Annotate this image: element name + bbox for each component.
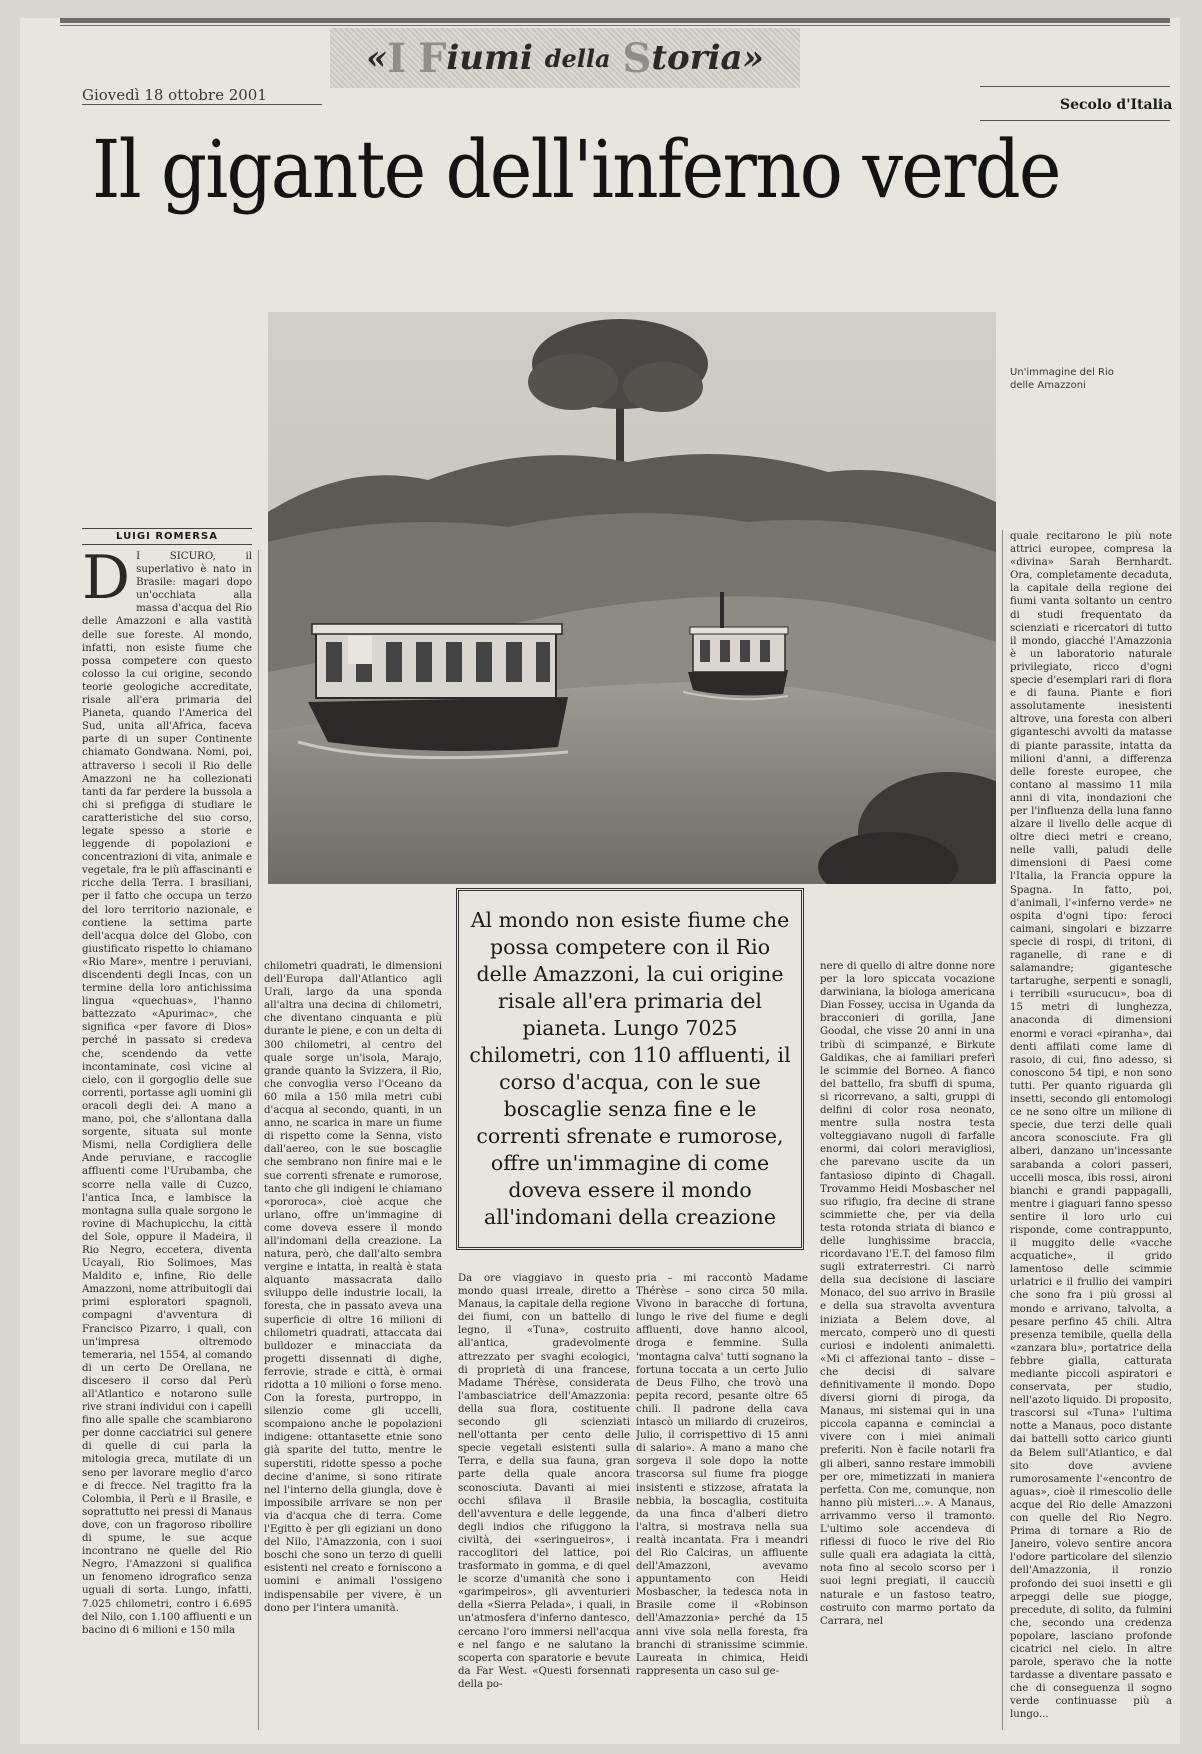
series-word-fiumi: iumi <box>446 38 533 78</box>
photo-caption: Un'immagine del Rio delle Amazzoni <box>1010 367 1114 391</box>
article-column-4 <box>636 1272 808 1730</box>
series-letter-s: S <box>622 34 652 82</box>
river-boats-image <box>268 312 996 884</box>
article-column-3 <box>458 1272 630 1730</box>
paper-name-rule-bottom <box>980 120 1170 121</box>
column-rule-1 <box>258 550 259 1730</box>
column-2-text: chilometri quadrati, le dimensioni dell'Europa dall'Atlantico agli Urali, largo da una sponda all'altra una decina di chilometri, che diventano cinquanta e più durante le piene, e con un delta di 300 chilometri, al centro del quale sorge un'isola, Marajo, grande quanto la Svizzera, il Rio, che convoglia verso l'Oceano da 60 mila a 150 mila metri cubi d'acqua al secondo, quanti, in un anno, ne scarica in mare un fiume di rispetto come la Senna, visto dall'aereo, con le sue boscaglie che sembrano non finire mai e le sue correnti sfrenate e rumorose, tanto che gli indigeni le chiamano «pororoca», cioè acque che urlano, offre un'immagine di come doveva essere il mondo all'indomani della creazione. La natura, però, che dall'alto sembra vergine e intatta, in realtà è stata alquanto massacrata dallo sviluppo delle industrie locali, la foresta, che in passato aveva una superficie di oltre 16 milioni di chilometri quadrati, attaccata dai bulldozer e minacciata da progetti dissennati di dighe, ferrovie, strade e città, è ormai ridotta a 10 milioni o forse meno. Con la foresta, purtroppo, in silenzio come gli uccelli, scompaiono anche le popolazioni indigene: ottantasette etnie sono già sparite del tutto, mentre le superstiti, ridotte spesso a poche decine d'anime, si sono ritirate nel l'interno della giungla, dove è impossibile arrivare se non per via d'acqua che di terra. Come l'Egitto è per gli egiziani un dono del Nilo, l'Amazzonia, con i suoi boschi che sono un terzo di quelli esistenti nel creato e forniscono a uomini e animali l'ossigeno indispensabile per vivere, è un dono per l'intera umanità. <box>264 961 442 1614</box>
series-word-toria: toria <box>651 38 743 78</box>
top-rule-thin <box>60 25 1170 26</box>
column-3-text: Da ore viaggiavo in questo mondo quasi irreale, diretto a Manaus, la capitale della regione dei fiumi, con un battello di legno, il «Tuna», costruito all'antica, gradevolmente attrezzato per svaghi ecologici, di proprietà di una francese, Madame Thérèse, considerata l'ambasciatrice dell'Amazzonia: della sua flora, costituente secondo gli scienziati nell'ottanta per cento delle specie vegetali esistenti sulla Terra, e della sua fauna, gran parte della quale ancora sconosciuta. Davanti ai miei occhi sfilava il Brasile dell'avventura e delle leggende, degli indios che rifuggono la civiltà, dei «seringueiros», i raccoglitori del lattice, poi trasformato in gomma, e di quel le scorze d'umanità che sono i «garimpeiros», gli avventurieri della «Sierra Pelada», i quali, in un'atmosfera d'inferno dantesco, cercano l'oro immersi nell'acqua e nel fango e ne salutano la scoperta con sparatorie e bevute da Far West. «Questi forsennati della po- <box>458 1273 630 1690</box>
paper-name-rule-top <box>980 86 1170 87</box>
series-open-quote: « <box>366 38 388 78</box>
top-rule <box>60 18 1170 23</box>
article-column-2 <box>264 960 442 1730</box>
column-4-text: pria – mi raccontò Madame Thérèse – sono circa 50 mila. Vivono in baracche di fortuna, lungo le rive del fiume e degli affluenti, dove hanno alcool, droga e femmine. Sulla 'montagna calva' tutti sognano la fortuna toccata a un certo Julio de Deus Filho, che trovò una pepita record, pesante oltre 65 chili. Il padrone della cava intascò un miliardo di cruzeiros, Julio, il corrispettivo di 15 anni di salario». A mano a mano che sorgeva il sole dopo la notte trascorsa sul fiume fra piogge insistenti e stizzose, afratata la nebbia, la boscaglia, costituita da una finca d'alberi dietro l'altra, si mostrava nella sua realtà incantata. Fra i meandri del Rio Calciras, un affluente dell'Amazzoni, avevamo appuntamento con Heidi Mosbascher, la tedesca nota in Brasile come il «Robinson dell'Amazzonia» perché da 15 anni vive sola nella foresta, fra branchi di stranissime scimmie. Laureata in chimica, Heidi rappresenta un caso sul ge- <box>636 1273 808 1677</box>
drop-cap: D <box>82 550 131 613</box>
series-close-quote: » <box>742 38 764 78</box>
issue-date: Giovedì 18 ottobre 2001 <box>82 86 267 104</box>
article-headline: Il gigante dell'inferno verde <box>92 123 1060 216</box>
column-rule-5 <box>1002 530 1003 1730</box>
newspaper-name: Secolo d'Italia <box>1060 97 1173 113</box>
column-5-text: nere di quello di altre donne nore per la loro spiccata vocazione darwiniana, la biologa americana Dian Fossey, uccisa in Uganda da bracconieri di gorilla, Jane Goodal, che visse 20 anni in una tribù di scimpanzé, e Birkute Galdikas, che ai familiari preferì le scimmie del Borneo. A fianco del battello, fra sbuffi di spuma, si ricorrevano, a salti, gruppi di delfini di color rosa neonato, mentre sulla nostra testa volteggiavano nugoli di farfalle enormi, dai colori meravigliosi, che parevano uscite da un fantasioso dipinto di Chagall. Trovammo Heidi Mosbascher nel suo rifugio, fra decine di strane scimmiette che, per via della testa rotonda striata di bianco e delle lunghissime braccia, ricordavano l'E.T. del famoso film sugli extraterrestri. Ci narrò della sua decisione di lasciare Monaco, del suo arrivo in Brasile e della sua stravolta avventura iniziata a Belem dove, al mercato, comperò uno di questi curiosi e indolenti animaletti. «Mi ci affezionai tanto – disse – che decisi di salvare definitivamente il mondo. Dopo diversi giorni di piroga, da Manaus, mi sistemai qui in una piccola capanna e cominciai a vivere con i miei animali preferiti. Non è facile notarli fra gli alberi, sanno restare immobili per ore, mimetizzati in maniera perfetta. Con me, comunque, non hanno più misteri...». A Manaus, arrivammo verso il tramonto. L'ultimo sole accendeva di riflessi di fuoco le rive del Rio sulle quali era adagiata la città, nota fino al secolo scorso per i suoi legni pregiati, il caucciù naturale e un fastoso teatro, costruito con marmo portato da Carrara, nel <box>820 961 995 1627</box>
series-title-banner <box>330 28 800 88</box>
series-word-della: della <box>544 43 611 73</box>
date-rule <box>82 104 322 105</box>
column-1-text: I SICURO, il superlativo è nato in Brasile: magari dopo un'occhiata alla massa d'acqua del Rio delle Amazzoni e alla vastità delle sue foreste. Al mondo, infatti, non esiste fiume che possa competere con questo colosso la cui origine, secondo teorie geologiche accreditate, risale all'era primaria del Pianeta, quando l'America del Sud, unita all'Africa, faceva parte di un super Continente chiamato Gondwana. Nomi, poi, attraverso i secoli il Rio delle Amazzoni ne ha collezionati tanti da far perdere la bussola a chi si prefigga di studiare le caratteristiche del suo corso, legate spesso a storie e leggende di popolazioni e concentrazioni di vita, animale e vegetale, fra le più affascinanti e ricche della Terra. I brasiliani, per il fatto che occupa un terzo del loro territorio nazionale, e contiene la settima parte dell'acqua dolce del Globo, con giustificato rispetto lo chiamano «Rio Mare», mentre i peruviani, discendenti degli Incas, con un termine della loro antichissima lingua «quechuas», l'hanno battezzato «Apurimac», che significa «per favore di Dios» perché in passato si credeva che, scendendo da vette incontaminate, così vicine al cielo, con il gorgoglio delle sue correnti, portasse agli uomini gli oracoli degli dei. A mano a mano, poi, che s'allontana dalla sorgente, situata sul monte Mismi, nella Cordigliera delle Ande peruviane, e raccoglie affluenti come l'Urubamba, che scorre nella valle di Cuzco, l'antica Inca, e lambisce la montagna sulla quale sorgono le rovine di Machupicchu, la città del Sole, oppure il Madeira, il Rio Negro, eccetera, diventa Ucayali, Rio Solimoes, Mas Maldito e, infine, Rio delle Amazzoni, nome attribuitogli dai primi esploratori spagnoli, compagni d'avventura di Francisco Pizarro, i quali, con un'impresa oltremodo temeraria, nel 1554, al comando di un certo De Orellana, ne discesero il corso dal Perù all'Atlantico e notarono sulle rive strani individui con i capelli fino alle spalle che scambiarono per donne cacciatrici sul genere di quelle di cui parla la mitologia greca, mutilate di un seno per lavorare meglio d'arco e di frecce. Nel tragitto fra la Colombia, il Perù e il Brasile, e soprattutto nei pressi di Manaus dove, con un fragoroso ribollire di spume, le sue acque incontrano ne quelle del Rio Negro, l'Amazzoni si qualifica un fenomeno idrografico senza uguali di sorta. Lungo, infatti, 7.025 chilometri, contro i 6.695 del Nilo, con 1.100 affluenti e un bacino di 6 milioni e 150 mila <box>82 551 252 1636</box>
pull-quote-box <box>456 888 804 1250</box>
series-letter-f: F <box>417 34 447 82</box>
large-riverboat <box>308 624 568 751</box>
series-letter-i: I <box>387 34 407 82</box>
article-column-5 <box>820 960 995 1730</box>
article-column-6 <box>1010 530 1172 1730</box>
pull-quote-text: Al mondo non esiste fiume che possa competere con il Rio delle Amazzoni, la cui origine risale all'era primaria del pianeta. Lungo 7025 chilometri, con 110 affluenti, il corso d'acqua, con le sue boscaglie senza fine e le correnti sfrenate e rumorose, offre un'immagine di come doveva essere il mondo all'indomani della creazione <box>469 908 791 1229</box>
article-column-1 <box>82 550 252 1730</box>
amazon-river-photo <box>268 312 996 884</box>
author-byline: LUIGI ROMERSA <box>82 528 252 545</box>
column-6-text: quale recitarono le più note attrici europee, compresa la «divina» Sarah Bernhardt. Ora, completamente decaduta, la capitale della regione dei fiumi vanta soltanto un centro di studi frequentato da scienziati e ricercatori di tutto il mondo, giacché l'Amazzonia è un laboratorio naturale privilegiato, ricco d'ogni specie d'esemplari rari di flora e di fauna. Piante e fiori assolutamente inesistenti altrove, una foresta con alberi giganteschi avvolti da matasse di piante parassite, intatta da milioni d'anni, a differenza delle foreste europee, che contano al massimo 11 mila anni di vita, inondazioni che per l'influenza della luna fanno alzare il livello delle acque di oltre dieci metri e creano, nelle valli, paludi delle dimensioni di Paesi come l'Italia, la Francia oppure la Spagna. In fatto, poi, d'animali, l'«inferno verde» ne ospita d'ogni tipo: feroci caimani, singolari e bizzarre specie di rospi, di tritoni, di raganelle, di rane e di salamandre; gigantesche tartarughe, serpenti e sonagli, i terribili «surucucu», boa di 15 metri di lunghezza, anaconda di dimensioni enormi e voraci «piranha», dai denti affilati come lame di rasoio, di cui, fino adesso, si conoscono 54 tipi, e non sono tutti. Per quanto riguarda gli insetti, secondo gli entomologi ce ne sono oltre un milione di specie, due terzi delle quali ancora sconosciute. Fra gli alberi, danzano un'incessante sarabanda a colori passeri, uccelli mosca, ibis rossi, aironi bianchi e grandi pappagalli, mentre i giaguari fanno spesso sentire il loro urlo cui risponde, come contrappunto, il muggito delle «vacche acquatiche», il grido lamentoso delle scimmie urlatrici e il frullio dei vampiri che sono fra i più grossi al mondo e arrivano, talvolta, a pesare perfino 45 chili. Altra presenza temibile, quella della «zanzara blu», portatrice della febbre gialla, catturata mediante piccoli aspiratori e conservata, per studio, nell'azoto liquido. Di proposito, trascorsi sul «Tuna» l'ultima notte a Manaus, poco distante dai battelli sotto carico giunti da Belem sull'Atlantico, e dal sito dove avviene rumorosamente l'«encontro de aguas», cioè il rimescolio delle acque del Rio delle Amazzoni con quelle del Rio Negro. Prima di tornare a Rio de Janeiro, volevo sentire ancora l'odore particolare del silenzio dell'Amazzonia, il ronzio profondo dei suoi insetti e gli arpeggi delle sue piogge, precedute, di solito, da fulmini che, secondo una credenza popolare, lasciano profonde cicatrici nel cielo. In altre parole, speravo che la notte tardasse a diventare passato e che di conseguenza il sogno verde continuasse più a lungo... <box>1010 531 1172 1721</box>
